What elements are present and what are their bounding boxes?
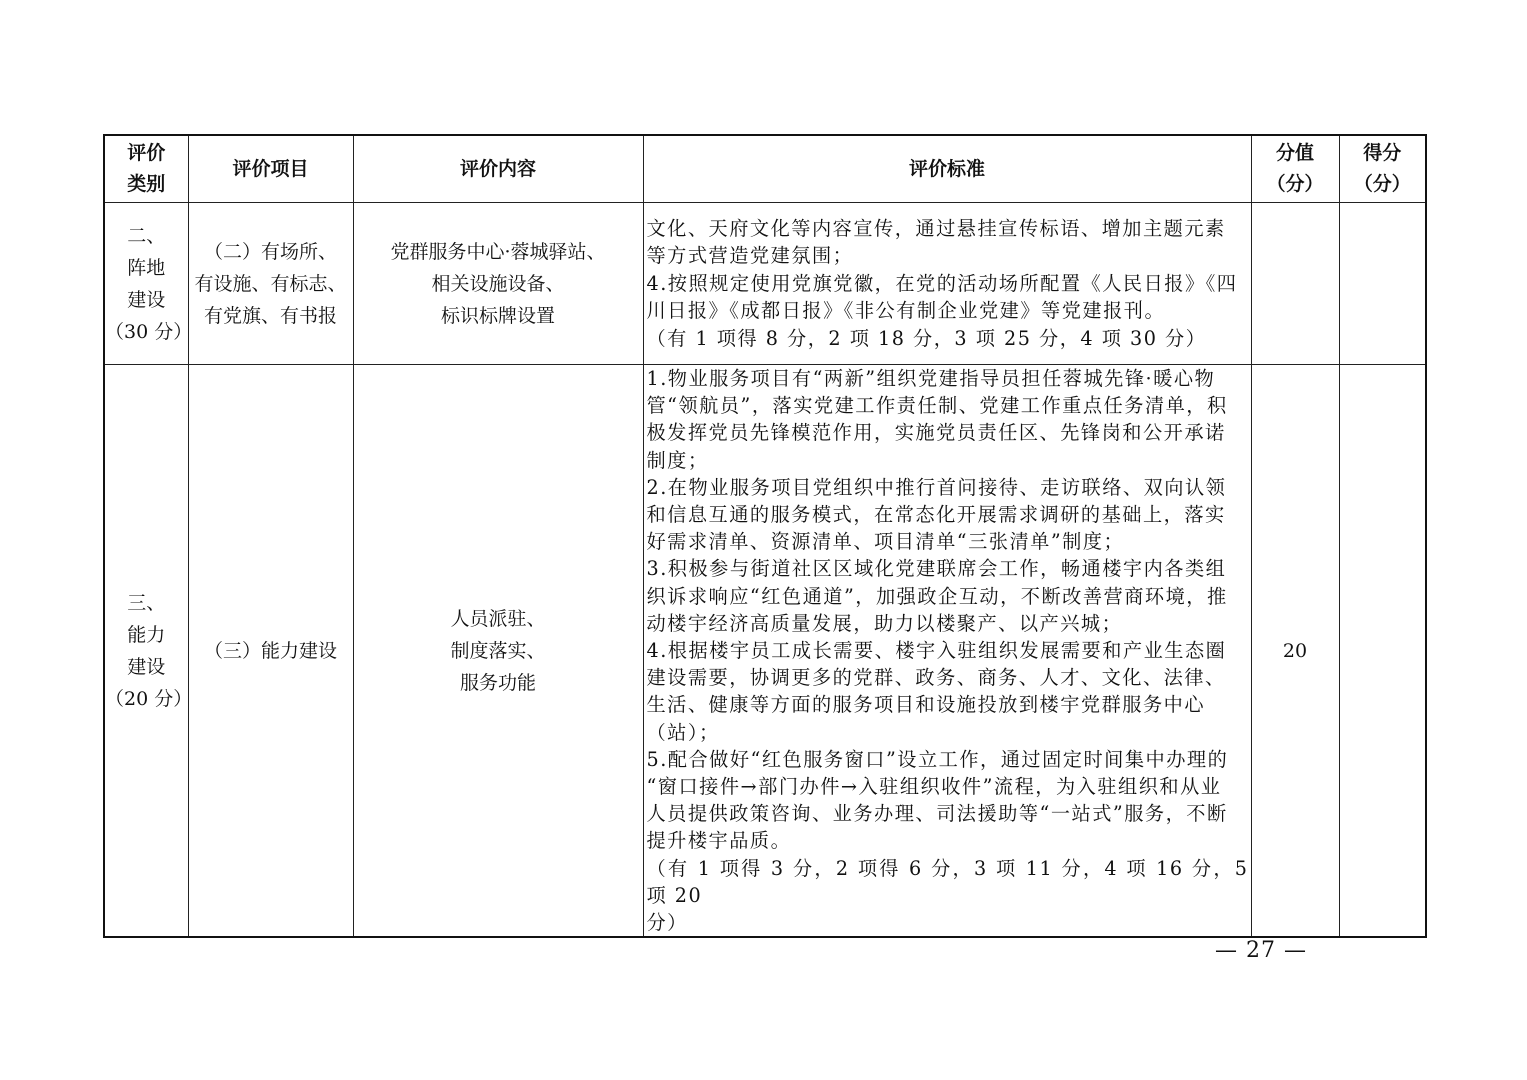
row-points: 20 — [1251, 365, 1339, 938]
row-content: 党群服务中心·蓉城驿站、 相关设施设备、 标识标牌设置 — [353, 203, 643, 365]
row-item: （三）能力建设 — [188, 365, 353, 938]
row-points — [1251, 203, 1339, 365]
row-content: 人员派驻、 制度落实、 服务功能 — [353, 365, 643, 938]
row-score — [1339, 365, 1426, 938]
header-standard: 评价标准 — [643, 135, 1251, 203]
header-score: 得分 （分） — [1339, 135, 1426, 203]
row-category: 三、 能力 建设 （20 分） — [104, 365, 188, 938]
evaluation-table — [103, 134, 1427, 938]
table-header-row — [104, 135, 1426, 203]
row-score — [1339, 203, 1426, 365]
header-content: 评价内容 — [353, 135, 643, 203]
table-row — [104, 203, 1426, 365]
table-row — [104, 365, 1426, 938]
row-category: 二、 阵地 建设 （30 分） — [104, 203, 188, 365]
row-item: （二）有场所、 有设施、有标志、 有党旗、有书报 — [188, 203, 353, 365]
header-category: 评价 类别 — [104, 135, 188, 203]
row-standard: 文化、天府文化等内容宣传，通过悬挂宣传标语、增加主题元素 等方式营造党建氛围； 4.按照规定使用党旗党徽，在党的活动场所配置《人民日报》《四 川日报》《成都日报》《非公有制企业党建》等党建报刊。 （有 1 项得 8 分，2 项 18 分，3 项 25 分，4 项 30 分） — [643, 203, 1251, 365]
header-item: 评价项目 — [188, 135, 353, 203]
page-number: — 27 — — [1215, 938, 1307, 963]
header-points: 分值 （分） — [1251, 135, 1339, 203]
row-standard: 1.物业服务项目有“两新”组织党建指导员担任蓉城先锋·暖心物 管“领航员”，落实党建工作责任制、党建工作重点任务清单，积 极发挥党员先锋模范作用，实施党员责任区、先锋岗和公开承诺 制度； 2.在物业服务项目党组织中推行首问接待、走访联络、双向认领 和信息互通的服务模式，在常态化开展需求调研的基础上，落实 好需求清单、资源清单、项目清单“三张清单”制度； 3.积极参与街道社区区域化党建联席会工作，畅通楼宇内各类组 织诉求响应“红色通道”，加强政企互动，不断改善营商环境，推 动楼宇经济高质量发展，助力以楼聚产、以产兴城； 4.根据楼宇员工成长需要、楼宇入驻组织发展需要和产业生态圈 建设需要，协调更多的党群、政务、商务、人才、文化、法律、 生活、健康等方面的服务项目和设施投放到楼宇党群服务中心 （站）； 5.配合做好“红色服务窗口”设立工作，通过固定时间集中办理的 “窗口接件→部门办件→入驻组织收件”流程，为入驻组织和从业 人员提供政策咨询、业务办理、司法援助等“一站式”服务，不断 提升楼宇品质。 （有 1 项得 3 分，2 项得 6 分，3 项 11 分，4 项 16 分，5 项 20 分） — [643, 365, 1251, 938]
